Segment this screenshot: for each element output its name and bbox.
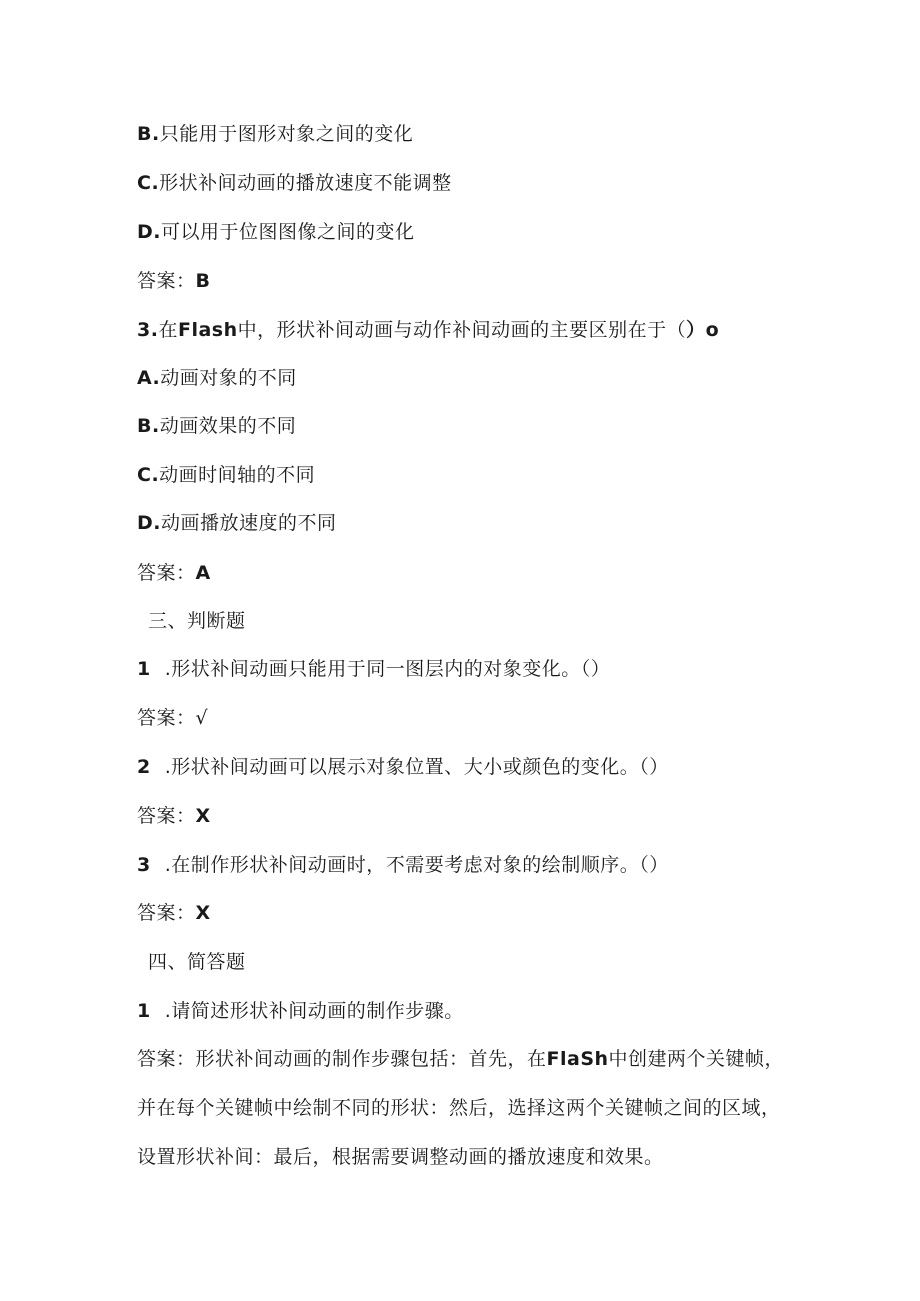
answer-value: B [195,270,211,292]
option-text: 可以用于位图图像之间的变化 [161,221,415,243]
option-text: 动画时间轴的不同 [159,464,316,486]
question-number: 3 [137,854,151,876]
question-text: .在制作形状补间动画时，不需要考虑对象的绘制顺序。（） [164,854,669,876]
answer-value: A [195,562,211,584]
option-label: D. [137,221,161,243]
question-number: 2 [137,756,151,778]
option-c [137,462,315,488]
answer-tf-1 [137,705,208,731]
option-d [137,219,415,245]
option-text: 动画对象的不同 [160,367,297,389]
question-paren: ）o [686,319,720,341]
option-label: D. [137,512,161,534]
question-term: Flash [177,319,238,341]
answer-q3 [137,560,211,586]
option-text: 动画播放速度的不同 [161,512,337,534]
option-a [137,365,297,391]
question-3 [137,317,719,343]
question-text: 中，形状补间动画与动作补间动画的主要区别在于（ [237,319,687,341]
section-heading: 四、简答题 [148,951,246,973]
question-number: 1 [137,658,151,680]
answer-prefix: 答案： [137,902,196,924]
option-d [137,510,337,536]
option-label: B. [137,415,160,437]
option-text: 只能用于图形对象之间的变化 [159,123,414,145]
option-text: 动画效果的不同 [159,415,297,437]
answer-text: 中创建两个关键帧， [608,1048,785,1070]
answer-line-3: 设置形状补间：最后，根据需要调整动画的播放速度和效果。 [137,1146,664,1168]
tf-question-2 [137,754,669,780]
question-text: 在 [158,319,178,341]
answer-prefix: 答案： [137,707,196,729]
option-c [137,170,452,196]
section-heading: 三、判断题 [148,610,246,632]
answer-tf-2 [137,803,211,829]
answer-q2 [137,268,211,294]
answer-value: √ [195,707,209,729]
question-number: 1 [137,1000,151,1022]
option-label: B. [137,123,160,145]
option-b [137,121,413,147]
answer-prefix: 答案： [137,270,196,292]
answer-value: X [195,902,211,924]
tf-question-3 [137,852,669,878]
answer-prefix: 答案： [137,805,196,827]
option-label: C. [137,172,160,194]
question-text: .请简述形状补间动画的制作步骤。 [164,1000,464,1022]
short-question-1 [137,998,464,1024]
answer-text: 答案：形状补间动画的制作步骤包括：首先，在 [137,1048,547,1070]
answer-value: X [195,805,211,827]
answer-term: FlaSh [546,1048,609,1070]
answer-line-2: 并在每个关键帧中绘制不同的形状：然后，选择这两个关键帧之间的区域， [137,1097,781,1119]
option-label: C. [137,464,160,486]
answer-prefix: 答案： [137,562,196,584]
answer-line-1 [137,1046,784,1072]
question-text: .形状补间动画只能用于同一图层内的对象变化。（） [164,658,611,680]
option-text: 形状补间动画的播放速度不能调整 [159,172,452,194]
tf-question-1 [137,656,610,682]
answer-tf-3 [137,900,211,926]
question-number: 3. [137,319,159,341]
question-text: .形状补间动画可以展示对象位置、大小或颜色的变化。（） [164,756,669,778]
option-label: A. [137,367,161,389]
option-b [137,413,296,439]
